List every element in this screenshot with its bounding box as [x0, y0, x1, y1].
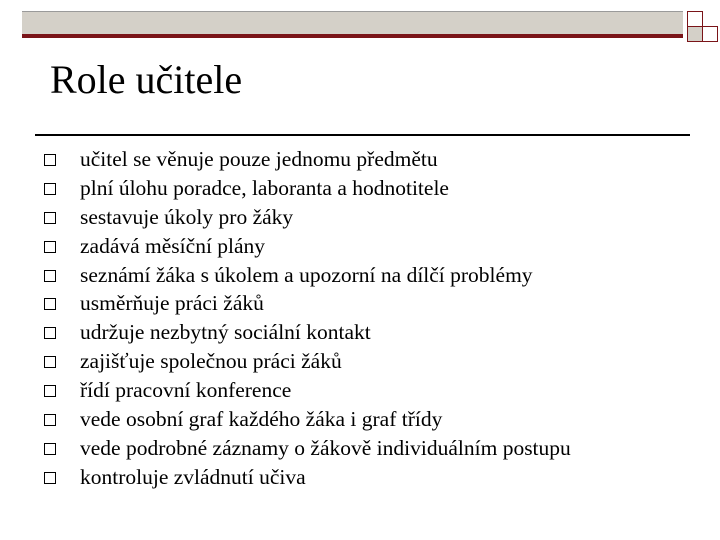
- slide-title: Role učitele: [50, 57, 243, 102]
- hollow-square-icon: [44, 385, 56, 397]
- bullet-text: udržuje nezbytný sociální kontakt: [80, 320, 371, 345]
- hollow-square-icon: [44, 154, 56, 166]
- corner-square-decoration: [702, 26, 718, 42]
- bullet-text: vede podrobné záznamy o žákově individuálním postupu: [80, 435, 571, 460]
- header-accent-rule: [22, 34, 683, 38]
- hollow-square-icon: [44, 241, 56, 253]
- hollow-square-icon: [44, 356, 56, 368]
- bullet-text: kontroluje zvládnutí učiva: [80, 464, 306, 489]
- hollow-square-icon: [44, 472, 56, 484]
- bullet-text: učitel se věnuje pouze jednomu předmětu: [80, 147, 438, 171]
- bullet-text: zadává měsíční plány: [80, 233, 266, 258]
- hollow-square-icon: [44, 414, 56, 426]
- bullet-text: sestavuje úkoly pro žáky: [80, 204, 294, 229]
- hollow-square-icon: [44, 327, 56, 339]
- bullet-text: zajišťuje společnou práci žáků: [80, 349, 342, 374]
- hollow-square-icon: [44, 183, 56, 195]
- hollow-square-icon: [44, 270, 56, 282]
- hollow-square-icon: [44, 443, 56, 455]
- bullet-text: usměrňuje práci žáků: [80, 291, 264, 316]
- bullet-text: plní úlohu poradce, laboranta a hodnotitele: [80, 175, 449, 200]
- corner-square-decoration: [687, 26, 703, 42]
- bullet-text: řídí pracovní konference: [80, 378, 292, 403]
- hollow-square-icon: [44, 298, 56, 310]
- bullet-text: vede osobní graf každého žáka i graf třídy: [80, 407, 443, 432]
- title-divider: [35, 134, 690, 136]
- header-bar: [22, 11, 683, 38]
- hollow-square-icon: [44, 212, 56, 224]
- corner-square-decoration: [687, 11, 703, 27]
- bullet-text: seznámí žáka s úkolem a upozorní na dílčí problémy: [80, 262, 533, 287]
